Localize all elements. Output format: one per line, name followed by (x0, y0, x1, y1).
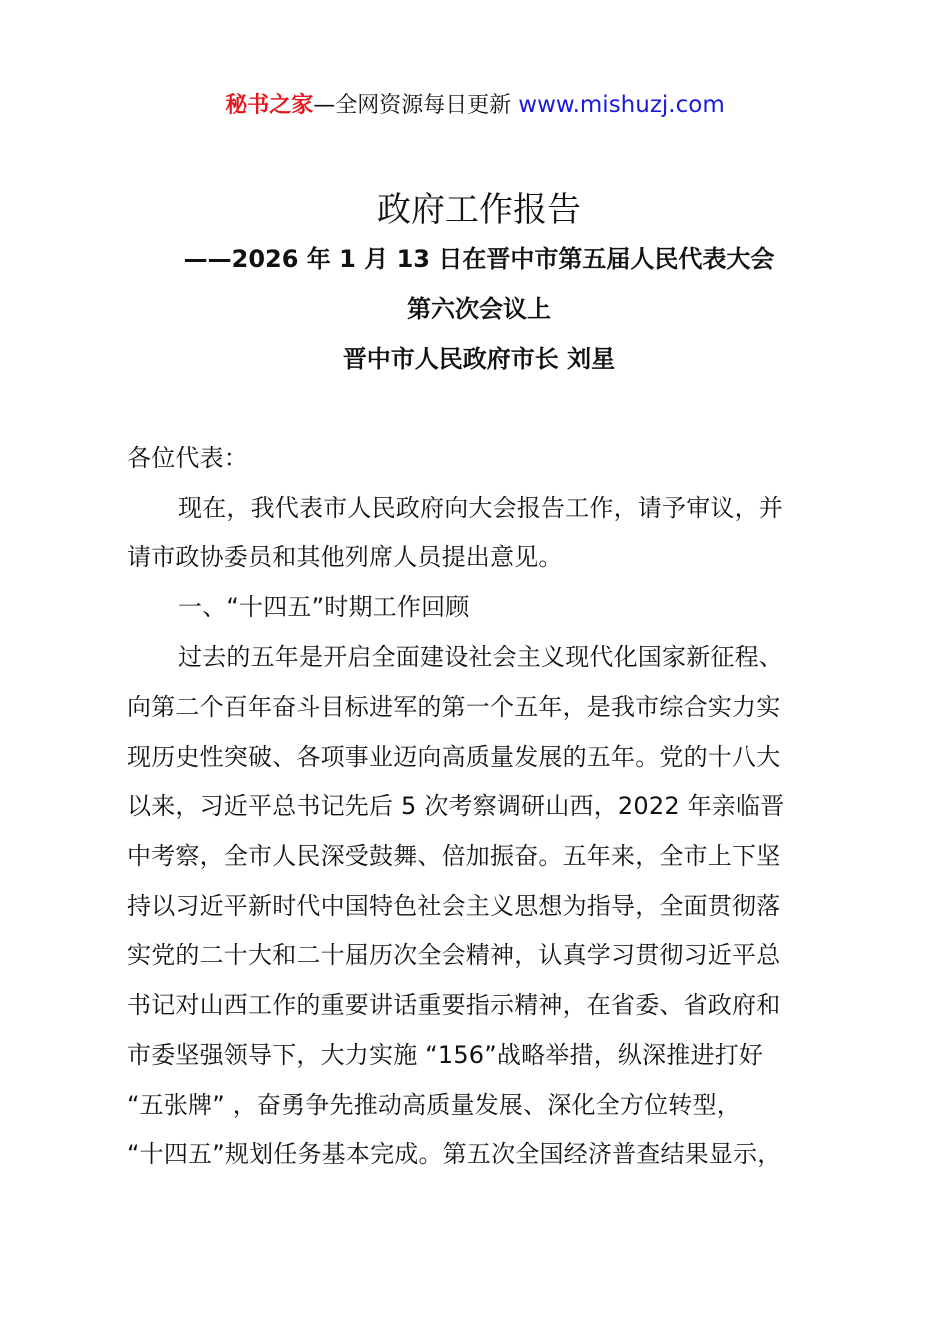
paragraph-line: 市委坚强领导下，大力实施 “156”战略举措，纵深推进打好 (127, 1041, 764, 1069)
subtitle-line: 第六次会议上 (407, 295, 551, 323)
paragraph-line: 请市政协委员和其他列席人员提出意见。 (127, 543, 563, 571)
paragraph-line: 现在，我代表市人民政府向大会报告工作，请予审议，并 (178, 494, 783, 522)
author-line: 晋中市人民政府市长 刘星 (342, 345, 616, 373)
site-header (0, 88, 950, 119)
tagline: —全网资源每日更新 (313, 93, 519, 118)
paragraph-line: 过去的五年是开启全面建设社会主义现代化国家新征程、 (178, 643, 783, 671)
paragraph-line: “五张牌” ，奋勇争先推动高质量发展、深化全方位转型， (127, 1091, 741, 1119)
paragraph-line: 现历史性突破、各项事业迈向高质量发展的五年。党的十八大 (127, 743, 781, 771)
paragraph-line: 以来，习近平总书记先后 5 次考察调研山西，2022 年亲临晋 (127, 792, 785, 820)
paragraph-line: “十四五”规划任务基本完成。第五次全国经济普查结果显示， (127, 1140, 782, 1168)
site-link[interactable]: www.mishuzj.com (518, 92, 725, 118)
brand-name: 秘书之家 (225, 93, 314, 118)
paragraph-line: 向第二个百年奋斗目标进军的第一个五年，是我市综合实力实 (127, 693, 781, 721)
subtitle-line: ——2026 年 1 月 13 日在晋中市第五届人民代表大会 (183, 245, 775, 273)
salutation: 各位代表： (127, 444, 248, 472)
section-heading: 一、“十四五”时期工作回顾 (178, 593, 470, 621)
paragraph-line: 中考察，全市人民深受鼓舞、倍加振奋。五年来，全市上下坚 (127, 842, 781, 870)
paragraph-line: 书记对山西工作的重要讲话重要指示精神，在省委、省政府和 (127, 991, 781, 1019)
document-title: 政府工作报告 (377, 190, 581, 230)
paragraph-line: 实党的二十大和二十届历次全会精神，认真学习贯彻习近平总 (127, 941, 781, 969)
paragraph-line: 持以习近平新时代中国特色社会主义思想为指导，全面贯彻落 (127, 892, 781, 920)
